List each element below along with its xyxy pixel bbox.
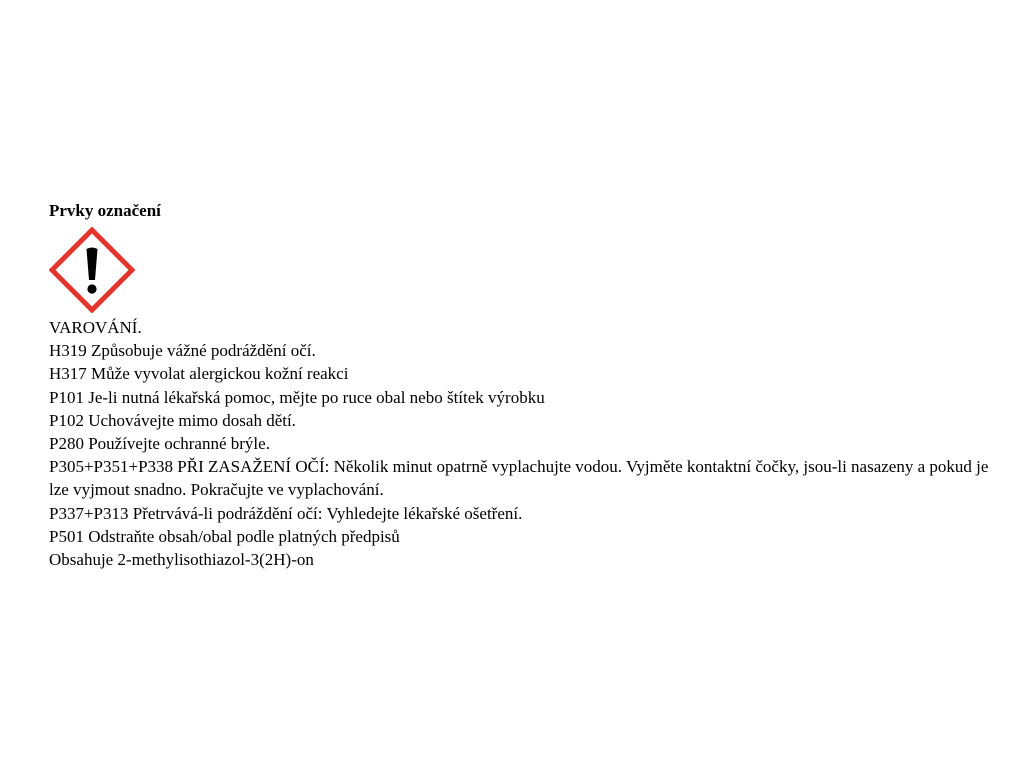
statement-p101: P101 Je-li nutná lékařská pomoc, mějte po ruce obal nebo štítek výrobku <box>49 387 545 407</box>
statement-p501: P501 Odstraňte obsah/obal podle platných předpisů <box>49 526 400 546</box>
contains-substance: Obsahuje 2-methylisothiazol-3(2H)-on <box>49 550 314 570</box>
exclamation-mark-hazard-icon <box>49 227 135 313</box>
statement-h319: H319 Způsobuje vážné podráždění očí. <box>49 341 316 361</box>
hazard-text-block <box>49 316 989 571</box>
statement-p305-p351-p338: P305+P351+P338 PŘI ZASAŽENÍ OČÍ: Několik minut opatrně vyplachujte vodou. Vyjměte kontaktní čočky, jsou-li nasazeny a pokud je lze vyjmout snadno. Pokračujte ve vyplachování. <box>49 457 989 500</box>
signal-word: VAROVÁNÍ. <box>49 318 142 337</box>
statement-p102: P102 Uchovávejte mimo dosah dětí. <box>49 410 296 430</box>
statement-p337-p313: P337+P313 Přetrvává-li podráždění očí: Vyhledejte lékařské ošetření. <box>49 503 523 523</box>
section-heading: Prvky označení <box>49 201 161 220</box>
label-elements-section <box>49 200 989 571</box>
statement-h317: H317 Může vyvolat alergickou kožní reakci <box>49 364 349 384</box>
statement-p280: P280 Používejte ochranné brýle. <box>49 434 270 454</box>
